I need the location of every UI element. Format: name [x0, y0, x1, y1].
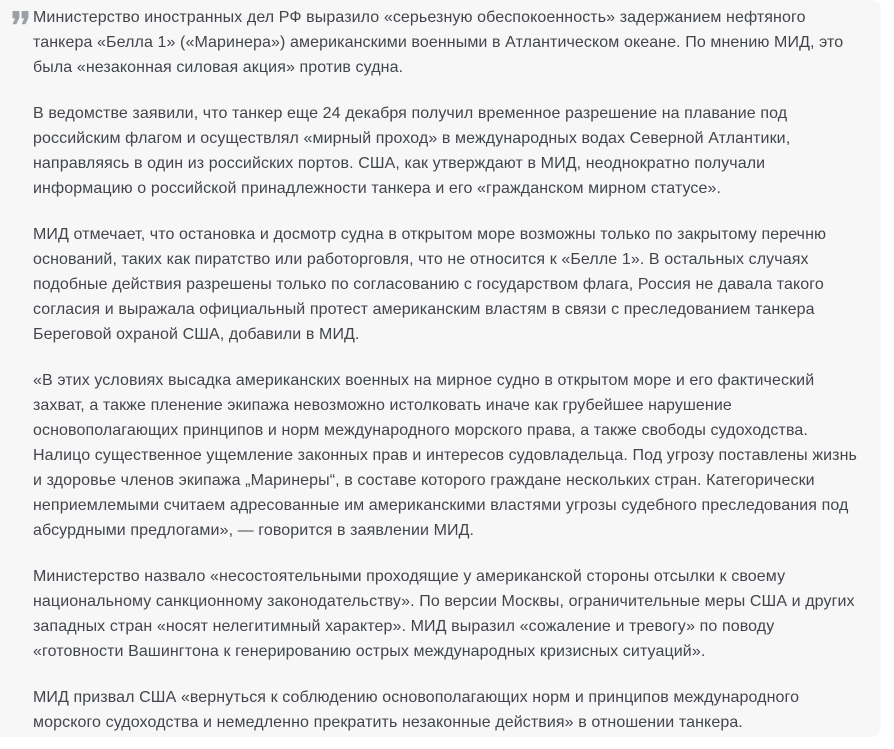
- article-paragraph: В ведомстве заявили, что танкер еще 24 декабря получил временное разрешение на плавание под российским флагом и осуществлял «мирный проход» в международных водах Северной Атлантики, направляясь в один из российских портов. США, как утверждают в МИД, неоднократно получали информацию о российской принадлежности танкера и его «гражданском мирном статусе».: [33, 105, 791, 197]
- article-text: [33, 5, 857, 735]
- article-paragraph: Министерство назвало «несостоятельными проходящие у американской стороны отсылки к своему национальному санкционному законодательству». По версии Москвы, ограничительные меры США и других западных стран «носят нелегитимный характер». МИД выразил «сожаление и тревогу» по поводу «готовности Вашингтона к генерированию острых международных кризисных ситуаций».: [33, 568, 855, 660]
- article-paragraph: МИД призвал США «вернуться к соблюдению основополагающих норм и принципов международного морского судоходства и немедленно прекратить незаконные действия» в отношении танкера.: [33, 689, 800, 731]
- article-paragraph: «В этих условиях высадка американских военных на мирное судно в открытом море и его фактический захват, а также пленение экипажа невозможно истолковать иначе как грубейшее нарушение основополагающих принципов и норм международного морского права, а также свободы судоходства. Налицо существенное ущемление законных прав и интересов судовладельца. Под угрозу поставлены жизнь и здоровье членов экипажа „Маринеры“, в составе которого граждане нескольких стран. Категорически неприемлемыми считаем адресованные им американскими властями угрозы судебного преследования под абсурдными предлогами», — говорится в заявлении МИД.: [33, 372, 857, 539]
- article-paragraph: МИД отмечает, что остановка и досмотр судна в открытом море возможны только по закрытому перечню оснований, таких как пиратство или работорговля, что не относится к «Белле 1». В остальных случаях подобные действия разрешены только по согласованию с государством флага, Россия не давала такого согласия и выражала официальный протест американским властям в связи с преследованием танкера Береговой охраной США, добавили в МИД.: [33, 226, 827, 343]
- quote-icon: [12, 11, 29, 25]
- article-paragraph: Министерство иностранных дел РФ выразило «серьезную обеспокоенность» задержанием нефтяного танкера «Белла 1» («Маринера») американскими военными в Атлантическом океане. По мнению МИД, это была «незаконная силовая акция» против судна.: [33, 9, 844, 76]
